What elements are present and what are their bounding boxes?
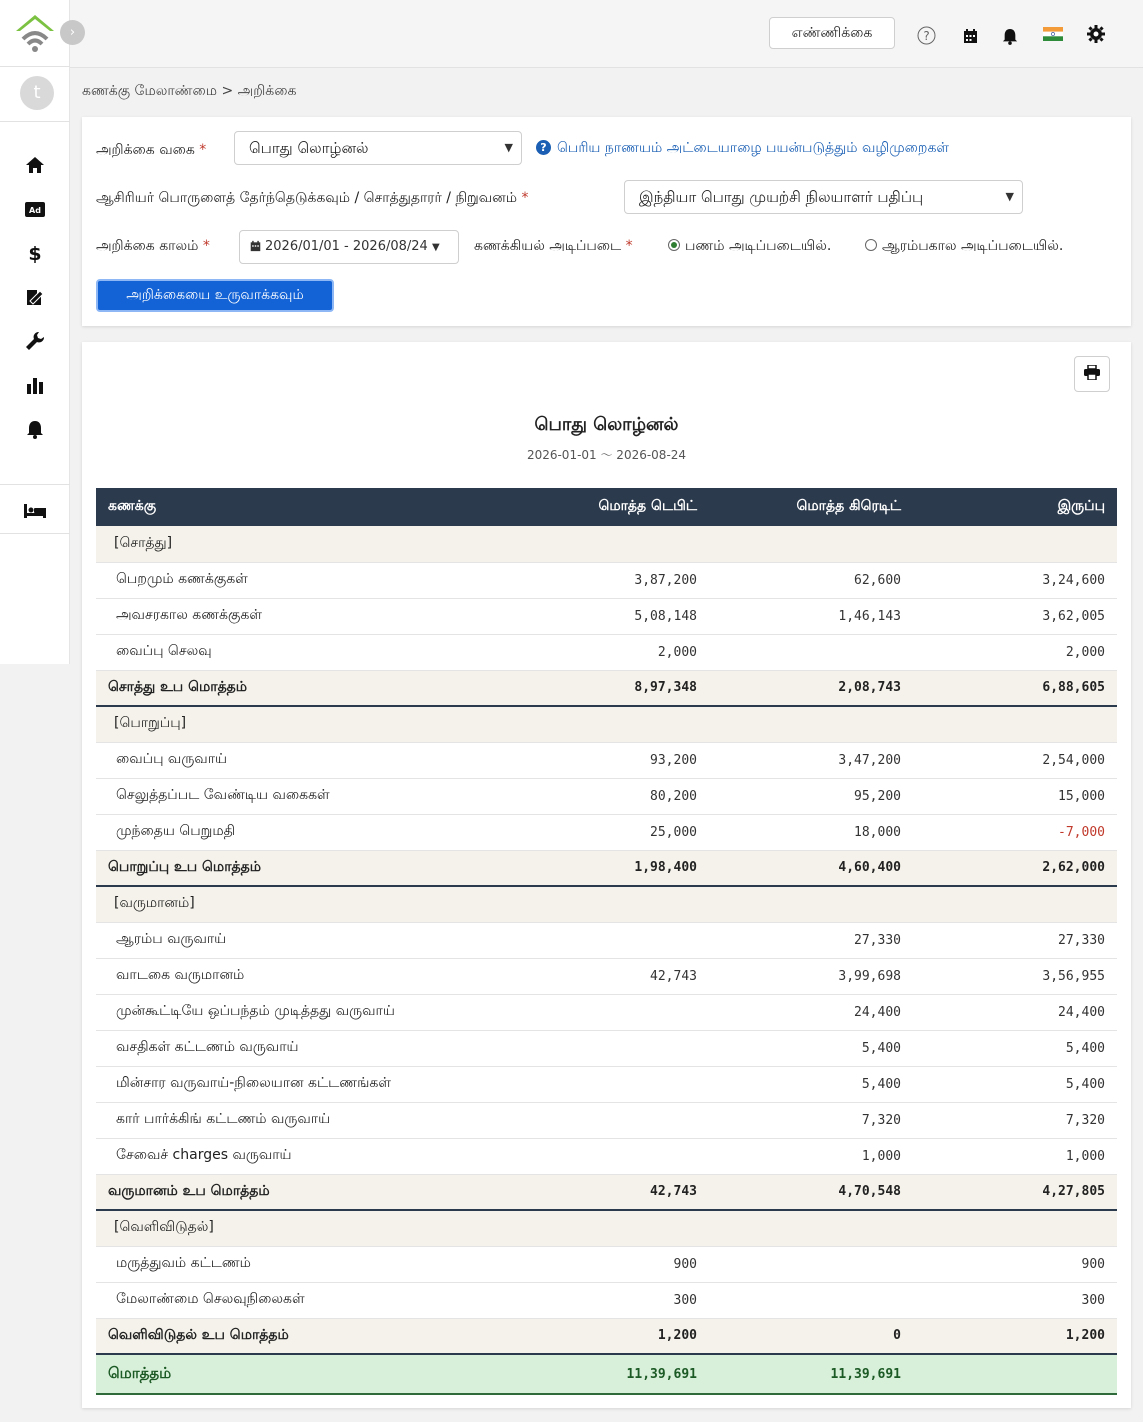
- account-cell: பொறுப்பு உப மொத்தம்: [96, 850, 476, 886]
- account-cell: [பொறுப்பு]: [96, 706, 476, 742]
- column-header-account: கணக்கு: [96, 488, 476, 526]
- balance-cell: 3,62,005: [913, 598, 1117, 634]
- credit-cell: [709, 1246, 913, 1282]
- balance-cell: 2,000: [913, 634, 1117, 670]
- debit-cell: [476, 1030, 709, 1066]
- debit-cell: 11,39,691: [476, 1354, 709, 1394]
- debit-cell: [476, 526, 709, 562]
- account-cell: சேவைச் charges வருவாய்: [96, 1138, 476, 1174]
- balance-cell: 6,88,605: [913, 670, 1117, 706]
- table-row: [96, 1030, 1117, 1066]
- section-row: [96, 526, 1117, 562]
- grand-total-row: [96, 1354, 1117, 1394]
- radio-unchecked-icon[interactable]: [865, 239, 877, 251]
- debit-cell: [476, 706, 709, 742]
- account-cell: ஆரம்ப வருவாய்: [96, 922, 476, 958]
- column-header-credit: மொத்த கிரெடிட்: [709, 488, 913, 526]
- balance-cell: [913, 1210, 1117, 1246]
- account-cell: சொத்து உப மொத்தம்: [96, 670, 476, 706]
- calendar-icon: [250, 233, 261, 265]
- credit-cell: 95,200: [709, 778, 913, 814]
- debit-cell: [476, 1138, 709, 1174]
- bed-icon[interactable]: [22, 499, 48, 523]
- credit-cell: [709, 706, 913, 742]
- avatar-initial: t: [33, 82, 41, 103]
- chevron-down-icon: ▼: [504, 141, 513, 154]
- credit-cell: 62,600: [709, 562, 913, 598]
- table-row: [96, 562, 1117, 598]
- account-cell: செலுத்தப்பட வேண்டிய வகைகள்: [96, 778, 476, 814]
- report-card: [82, 342, 1131, 1408]
- subtotal-row: [96, 1318, 1117, 1354]
- section-row: [96, 706, 1117, 742]
- table-row: [96, 1066, 1117, 1102]
- account-cell: வருமானம் உப மொத்தம்: [96, 1174, 476, 1210]
- avatar[interactable]: [20, 76, 54, 110]
- breadcrumb: கணக்கு மேலாண்மை > அறிக்கை: [82, 83, 297, 99]
- balance-cell: 2,62,000: [913, 850, 1117, 886]
- table-row: [96, 778, 1117, 814]
- credit-cell: [709, 886, 913, 922]
- table-row: [96, 922, 1117, 958]
- balance-cell: 15,000: [913, 778, 1117, 814]
- column-header-debit: மொத்த டெபிட்: [476, 488, 709, 526]
- calendar-icon[interactable]: [959, 25, 981, 47]
- balance-cell: [913, 1354, 1117, 1394]
- ledger-body: [96, 526, 1117, 1394]
- credit-cell: 11,39,691: [709, 1354, 913, 1394]
- balance-cell: [913, 526, 1117, 562]
- credit-cell: [709, 1210, 913, 1246]
- account-cell: பெறமும் கணக்குகள்: [96, 562, 476, 598]
- balance-cell: 7,320: [913, 1102, 1117, 1138]
- account-cell: மொத்தம்: [96, 1354, 476, 1394]
- table-row: [96, 742, 1117, 778]
- chevron-right-icon: ›: [69, 25, 76, 40]
- debit-cell: [476, 886, 709, 922]
- debit-cell: 80,200: [476, 778, 709, 814]
- topbar: [70, 0, 1143, 68]
- credit-cell: 7,320: [709, 1102, 913, 1138]
- debit-cell: 25,000: [476, 814, 709, 850]
- help-link[interactable]: ? பெரிய நாணயம் அட்டையாழை பயன்படுத்தும் வழிமுறைகள்: [536, 140, 949, 158]
- basis-accrual-radio[interactable]: ஆரம்பகால அடிப்படையில்.: [865, 238, 1063, 256]
- debit-cell: 900: [476, 1246, 709, 1282]
- svg-text:?: ?: [922, 28, 930, 43]
- account-cell: வைப்பு செலவு: [96, 634, 476, 670]
- divider: [0, 484, 70, 485]
- account-cell: அவசரகால கணக்குகள்: [96, 598, 476, 634]
- period-date-range-input[interactable]: 2026/01/01 - 2026/08/24 ▼: [239, 230, 459, 264]
- debit-cell: [476, 1102, 709, 1138]
- credit-cell: 1,46,143: [709, 598, 913, 634]
- account-cell: மருத்துவம் கட்டணம்: [96, 1246, 476, 1282]
- credit-cell: 4,60,400: [709, 850, 913, 886]
- balance-cell: 5,400: [913, 1066, 1117, 1102]
- balance-cell: 1,000: [913, 1138, 1117, 1174]
- gear-icon[interactable]: [1085, 23, 1107, 45]
- balance-cell: 24,400: [913, 994, 1117, 1030]
- account-cell: [சொத்து]: [96, 526, 476, 562]
- table-header-row: [96, 488, 1117, 526]
- account-cell: [வருமானம்]: [96, 886, 476, 922]
- svg-text:$: $: [28, 243, 42, 263]
- print-icon: [1084, 365, 1100, 384]
- bell-icon[interactable]: [999, 25, 1021, 47]
- home-icon[interactable]: [22, 153, 48, 177]
- table-row: [96, 1282, 1117, 1318]
- balance-cell: 27,330: [913, 922, 1117, 958]
- balance-cell: 3,56,955: [913, 958, 1117, 994]
- table-row: [96, 598, 1117, 634]
- period-label: அறிக்கை காலம் *: [96, 238, 210, 254]
- sidebar-expand-button[interactable]: [60, 20, 85, 45]
- subtotal-row: [96, 1174, 1117, 1210]
- radio-checked-icon[interactable]: [668, 239, 680, 251]
- credit-cell: 5,400: [709, 1066, 913, 1102]
- debit-cell: 1,98,400: [476, 850, 709, 886]
- debit-cell: 3,87,200: [476, 562, 709, 598]
- sidebar: [0, 0, 70, 664]
- divider: [0, 121, 70, 122]
- report-period: 2026-01-01 〜 2026-08-24: [526, 448, 687, 462]
- section-row: [96, 1210, 1117, 1246]
- app-logo-icon[interactable]: [14, 13, 56, 53]
- credit-cell: 24,400: [709, 994, 913, 1030]
- table-row: [96, 814, 1117, 850]
- dollar-icon[interactable]: [22, 241, 48, 265]
- credit-cell: 4,70,548: [709, 1174, 913, 1210]
- debit-cell: 8,97,348: [476, 670, 709, 706]
- credit-cell: 5,400: [709, 1030, 913, 1066]
- signature-icon[interactable]: [22, 285, 48, 309]
- table-row: [96, 994, 1117, 1030]
- debit-cell: [476, 1066, 709, 1102]
- wrench-icon[interactable]: [22, 329, 48, 353]
- table-row: [96, 1138, 1117, 1174]
- account-cell: வைப்பு வருவாய்: [96, 742, 476, 778]
- account-cell: கார் பார்க்கிங் கட்டணம் வருவாய்: [96, 1102, 476, 1138]
- balance-cell: 2,54,000: [913, 742, 1117, 778]
- debit-cell: [476, 1210, 709, 1246]
- balance-cell: [913, 706, 1117, 742]
- divider: [0, 533, 70, 534]
- section-row: [96, 886, 1117, 922]
- credit-cell: 18,000: [709, 814, 913, 850]
- india-flag-icon[interactable]: [1042, 23, 1064, 45]
- debit-cell: 300: [476, 1282, 709, 1318]
- report-form: [82, 117, 1131, 326]
- help-icon[interactable]: [915, 24, 937, 46]
- bell-icon[interactable]: [22, 417, 48, 441]
- balance-cell: 300: [913, 1282, 1117, 1318]
- ledger-table: [96, 488, 1117, 1395]
- account-cell: மின்சார வருவாய்-நிலையான கட்டணங்கள்: [96, 1066, 476, 1102]
- basis-label: கணக்கியல் அடிப்படை *: [474, 238, 633, 254]
- debit-cell: 42,743: [476, 1174, 709, 1210]
- report-type-label: அறிக்கை வகை *: [96, 142, 207, 158]
- account-cell: வாடகை வருமானம்: [96, 958, 476, 994]
- generate-report-button[interactable]: அறிக்கையை உருவாக்கவும்: [96, 279, 334, 312]
- table-row: [96, 1246, 1117, 1282]
- subtotal-row: [96, 670, 1117, 706]
- credit-cell: [709, 526, 913, 562]
- basis-cash-radio[interactable]: பணம் அடிப்படையில்.: [668, 238, 831, 256]
- debit-cell: 5,08,148: [476, 598, 709, 634]
- table-row: [96, 1102, 1117, 1138]
- balance-cell: -7,000: [913, 814, 1117, 850]
- balance-cell: 1,200: [913, 1318, 1117, 1354]
- account-cell: மேலாண்மை செலவுநிலைகள்: [96, 1282, 476, 1318]
- credit-cell: 1,000: [709, 1138, 913, 1174]
- question-circle-icon: ?: [536, 140, 551, 155]
- balance-cell: 5,400: [913, 1030, 1117, 1066]
- debit-cell: 2,000: [476, 634, 709, 670]
- svg-text:Ad: Ad: [29, 205, 41, 215]
- balance-cell: [913, 886, 1117, 922]
- credit-cell: 27,330: [709, 922, 913, 958]
- owner-select[interactable]: இந்தியா பொது முயற்சி நிலயாளர் பதிப்பு ▼: [624, 180, 1023, 214]
- credit-cell: 0: [709, 1318, 913, 1354]
- credit-cell: [709, 634, 913, 670]
- report-type-select[interactable]: பொது லொழ்னல் ▼: [234, 131, 522, 165]
- account-cell: வெளிவிடுதல் உப மொத்தம்: [96, 1318, 476, 1354]
- account-cell: முந்தைய பெறுமதி: [96, 814, 476, 850]
- credit-cell: 3,47,200: [709, 742, 913, 778]
- table-row: [96, 634, 1117, 670]
- report-title: பொது லொழ்னல்: [534, 414, 679, 435]
- count-button[interactable]: எண்ணிக்கை: [769, 17, 895, 49]
- caret-down-icon: ▼: [431, 242, 440, 253]
- bar-chart-icon[interactable]: [22, 373, 48, 397]
- balance-cell: 4,27,805: [913, 1174, 1117, 1210]
- account-cell: வசதிகள் கட்டணம் வருவாய்: [96, 1030, 476, 1066]
- debit-cell: [476, 922, 709, 958]
- debit-cell: 42,743: [476, 958, 709, 994]
- owner-label: ஆசிரியர் பொருளைத் தேர்ந்தெடுக்கவும் / சொத்துதாரர் / நிறுவனம் *: [96, 190, 529, 206]
- debit-cell: 1,200: [476, 1318, 709, 1354]
- credit-cell: 2,08,743: [709, 670, 913, 706]
- column-header-balance: இருப்பு: [913, 488, 1117, 526]
- ad-icon[interactable]: [22, 197, 48, 221]
- balance-cell: 900: [913, 1246, 1117, 1282]
- table-row: [96, 958, 1117, 994]
- debit-cell: 93,200: [476, 742, 709, 778]
- divider: [0, 66, 70, 67]
- credit-cell: [709, 1282, 913, 1318]
- subtotal-row: [96, 850, 1117, 886]
- debit-cell: [476, 994, 709, 1030]
- balance-cell: 3,24,600: [913, 562, 1117, 598]
- credit-cell: 3,99,698: [709, 958, 913, 994]
- account-cell: முன்கூட்டியே ஒப்பந்தம் முடித்தது வருவாய்: [96, 994, 476, 1030]
- chevron-down-icon: ▼: [1005, 190, 1014, 203]
- print-button[interactable]: [1074, 356, 1110, 392]
- account-cell: [வெளிவிடுதல்]: [96, 1210, 476, 1246]
